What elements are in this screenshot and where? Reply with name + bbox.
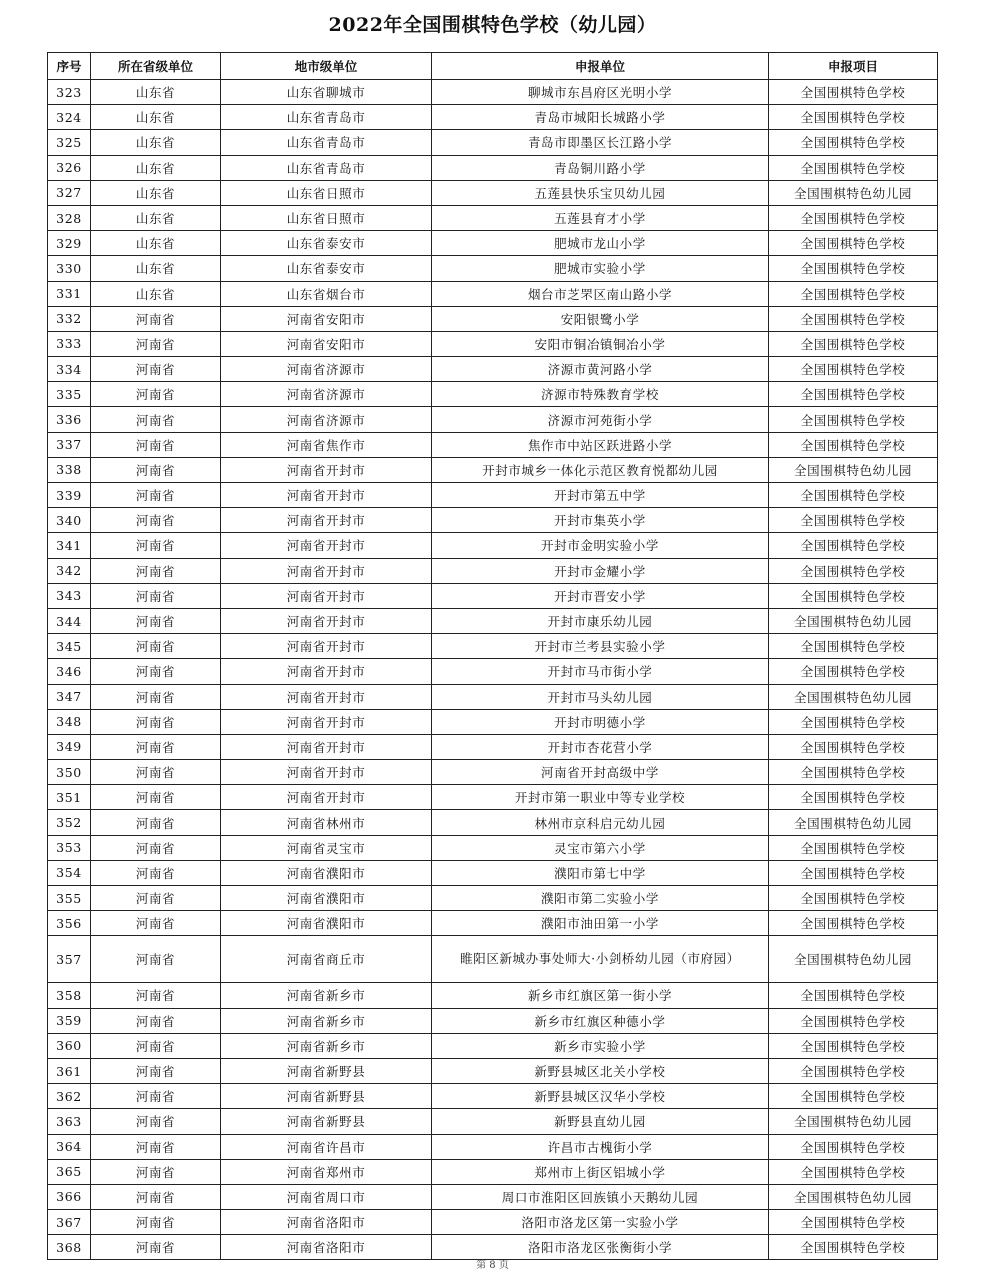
- cell-province: 河南省: [91, 331, 221, 356]
- cell-project: 全国围棋特色学校: [769, 983, 938, 1008]
- cell-city: 河南省灵宝市: [221, 835, 432, 860]
- cell-city: 河南省洛阳市: [221, 1210, 432, 1235]
- table-row: [48, 357, 938, 382]
- table-row: [48, 810, 938, 835]
- table-row: [48, 1159, 938, 1184]
- cell-project: 全国围棋特色学校: [769, 1033, 938, 1058]
- cell-project: 全国围棋特色幼儿园: [769, 457, 938, 482]
- cell-city: 河南省濮阳市: [221, 860, 432, 885]
- cell-province: 山东省: [91, 281, 221, 306]
- cell-project: 全国围棋特色学校: [769, 785, 938, 810]
- cell-city: 河南省济源市: [221, 407, 432, 432]
- cell-city: 河南省商丘市: [221, 936, 432, 983]
- cell-province: 山东省: [91, 231, 221, 256]
- cell-index: 329: [48, 231, 91, 256]
- table-row: [48, 936, 938, 983]
- cell-project: 全国围棋特色学校: [769, 860, 938, 885]
- cell-province: 河南省: [91, 1134, 221, 1159]
- cell-province: 河南省: [91, 508, 221, 533]
- table-row: [48, 130, 938, 155]
- cell-province: 河南省: [91, 860, 221, 885]
- cell-project: 全国围棋特色学校: [769, 508, 938, 533]
- cell-city: 河南省开封市: [221, 785, 432, 810]
- cell-province: 河南省: [91, 684, 221, 709]
- table-row: [48, 684, 938, 709]
- cell-city: 河南省林州市: [221, 810, 432, 835]
- cell-index: 326: [48, 155, 91, 180]
- cell-province: 河南省: [91, 432, 221, 457]
- cell-index: 353: [48, 835, 91, 860]
- cell-project: 全国围棋特色学校: [769, 558, 938, 583]
- cell-province: 河南省: [91, 533, 221, 558]
- cell-province: 河南省: [91, 810, 221, 835]
- cell-index: 356: [48, 911, 91, 936]
- cell-index: 327: [48, 180, 91, 205]
- cell-city: 河南省洛阳市: [221, 1235, 432, 1260]
- cell-city: 河南省新野县: [221, 1109, 432, 1134]
- cell-applicant: 济源市特殊教育学校: [432, 382, 769, 407]
- table-row: [48, 608, 938, 633]
- cell-applicant: 濮阳市第二实验小学: [432, 886, 769, 911]
- cell-applicant: 新乡市实验小学: [432, 1033, 769, 1058]
- cell-index: 366: [48, 1184, 91, 1209]
- table-row: [48, 533, 938, 558]
- cell-applicant: 济源市黄河路小学: [432, 357, 769, 382]
- cell-applicant: 新乡市红旗区第一街小学: [432, 983, 769, 1008]
- cell-project: 全国围棋特色学校: [769, 659, 938, 684]
- table-row: [48, 508, 938, 533]
- table-row: [48, 281, 938, 306]
- cell-city: 河南省开封市: [221, 634, 432, 659]
- cell-applicant: 开封市明德小学: [432, 709, 769, 734]
- cell-index: 337: [48, 432, 91, 457]
- cell-index: 332: [48, 306, 91, 331]
- cell-applicant: 肥城市实验小学: [432, 256, 769, 281]
- cell-applicant: 洛阳市洛龙区张衡街小学: [432, 1235, 769, 1260]
- cell-city: 河南省开封市: [221, 508, 432, 533]
- cell-project: 全国围棋特色幼儿园: [769, 608, 938, 633]
- cell-city: 山东省日照市: [221, 180, 432, 205]
- cell-index: 355: [48, 886, 91, 911]
- cell-applicant: 烟台市芝罘区南山路小学: [432, 281, 769, 306]
- table-row: [48, 760, 938, 785]
- column-header-index: 序号: [48, 53, 91, 80]
- cell-city: 河南省周口市: [221, 1184, 432, 1209]
- cell-province: 河南省: [91, 1235, 221, 1260]
- cell-applicant: 林州市京科启元幼儿园: [432, 810, 769, 835]
- table-row: [48, 1008, 938, 1033]
- cell-index: 334: [48, 357, 91, 382]
- cell-province: 山东省: [91, 80, 221, 105]
- cell-city: 河南省开封市: [221, 760, 432, 785]
- cell-applicant: 五莲县育才小学: [432, 205, 769, 230]
- cell-city: 河南省开封市: [221, 583, 432, 608]
- cell-city: 山东省泰安市: [221, 231, 432, 256]
- cell-applicant: 开封市第五中学: [432, 483, 769, 508]
- cell-index: 352: [48, 810, 91, 835]
- cell-index: 346: [48, 659, 91, 684]
- table-row: [48, 1084, 938, 1109]
- cell-province: 河南省: [91, 983, 221, 1008]
- table-row: [48, 407, 938, 432]
- cell-index: 363: [48, 1109, 91, 1134]
- table-row: [48, 80, 938, 105]
- cell-index: 340: [48, 508, 91, 533]
- cell-province: 河南省: [91, 734, 221, 759]
- cell-index: 339: [48, 483, 91, 508]
- cell-province: 河南省: [91, 483, 221, 508]
- table-row: [48, 583, 938, 608]
- cell-city: 河南省济源市: [221, 357, 432, 382]
- cell-province: 河南省: [91, 583, 221, 608]
- cell-index: 357: [48, 936, 91, 983]
- table-body: [48, 80, 938, 1260]
- cell-index: 360: [48, 1033, 91, 1058]
- cell-index: 364: [48, 1134, 91, 1159]
- cell-project: 全国围棋特色学校: [769, 231, 938, 256]
- cell-province: 山东省: [91, 130, 221, 155]
- table-row: [48, 155, 938, 180]
- cell-province: 河南省: [91, 936, 221, 983]
- cell-index: 365: [48, 1159, 91, 1184]
- cell-province: 河南省: [91, 1008, 221, 1033]
- cell-applicant: 济源市河苑街小学: [432, 407, 769, 432]
- table-row: [48, 709, 938, 734]
- cell-applicant: 聊城市东昌府区光明小学: [432, 80, 769, 105]
- cell-applicant: 河南省开封高级中学: [432, 760, 769, 785]
- cell-province: 河南省: [91, 306, 221, 331]
- cell-applicant: 青岛市即墨区长江路小学: [432, 130, 769, 155]
- cell-project: 全国围棋特色学校: [769, 1159, 938, 1184]
- cell-applicant: 开封市马市街小学: [432, 659, 769, 684]
- table-row: [48, 983, 938, 1008]
- cell-city: 山东省青岛市: [221, 130, 432, 155]
- cell-applicant: 开封市金耀小学: [432, 558, 769, 583]
- cell-province: 河南省: [91, 357, 221, 382]
- cell-applicant: 开封市晋安小学: [432, 583, 769, 608]
- cell-index: 338: [48, 457, 91, 482]
- cell-index: 335: [48, 382, 91, 407]
- table-row: [48, 659, 938, 684]
- cell-applicant: 开封市城乡一体化示范区教育悦都幼儿园: [432, 457, 769, 482]
- table-row: [48, 180, 938, 205]
- cell-province: 山东省: [91, 155, 221, 180]
- cell-city: 河南省焦作市: [221, 432, 432, 457]
- cell-project: 全国围棋特色学校: [769, 105, 938, 130]
- cell-province: 山东省: [91, 180, 221, 205]
- cell-project: 全国围棋特色学校: [769, 1235, 938, 1260]
- cell-index: 349: [48, 734, 91, 759]
- cell-applicant: 新野县城区汉华小学校: [432, 1084, 769, 1109]
- cell-province: 山东省: [91, 205, 221, 230]
- cell-index: 328: [48, 205, 91, 230]
- cell-index: 343: [48, 583, 91, 608]
- cell-index: 358: [48, 983, 91, 1008]
- table-row: [48, 457, 938, 482]
- cell-city: 河南省济源市: [221, 382, 432, 407]
- cell-index: 324: [48, 105, 91, 130]
- table-row: [48, 1033, 938, 1058]
- cell-province: 河南省: [91, 382, 221, 407]
- cell-applicant: 开封市兰考县实验小学: [432, 634, 769, 659]
- table-row: [48, 306, 938, 331]
- cell-province: 河南省: [91, 1084, 221, 1109]
- cell-city: 河南省新乡市: [221, 1008, 432, 1033]
- table-row: [48, 1134, 938, 1159]
- column-header-applicant: 申报单位: [432, 53, 769, 80]
- cell-province: 河南省: [91, 1210, 221, 1235]
- cell-index: 367: [48, 1210, 91, 1235]
- cell-province: 河南省: [91, 1033, 221, 1058]
- table-row: [48, 1109, 938, 1134]
- cell-city: 河南省开封市: [221, 457, 432, 482]
- cell-province: 河南省: [91, 457, 221, 482]
- cell-index: 344: [48, 608, 91, 633]
- table-row: [48, 231, 938, 256]
- table-row: [48, 911, 938, 936]
- column-header-province: 所在省级单位: [91, 53, 221, 80]
- cell-index: 331: [48, 281, 91, 306]
- cell-city: 河南省新乡市: [221, 983, 432, 1008]
- cell-applicant: 濮阳市油田第一小学: [432, 911, 769, 936]
- cell-index: 336: [48, 407, 91, 432]
- table-row: [48, 256, 938, 281]
- cell-city: 山东省泰安市: [221, 256, 432, 281]
- cell-province: 河南省: [91, 911, 221, 936]
- cell-project: 全国围棋特色学校: [769, 80, 938, 105]
- cell-project: 全国围棋特色学校: [769, 911, 938, 936]
- table-row: [48, 105, 938, 130]
- cell-project: 全国围棋特色幼儿园: [769, 810, 938, 835]
- cell-applicant: 青岛铜川路小学: [432, 155, 769, 180]
- cell-city: 河南省安阳市: [221, 331, 432, 356]
- cell-project: 全国围棋特色幼儿园: [769, 1184, 938, 1209]
- cell-project: 全国围棋特色学校: [769, 835, 938, 860]
- cell-province: 河南省: [91, 608, 221, 633]
- cell-index: 325: [48, 130, 91, 155]
- cell-index: 361: [48, 1058, 91, 1083]
- cell-city: 河南省郑州市: [221, 1159, 432, 1184]
- cell-city: 河南省濮阳市: [221, 886, 432, 911]
- cell-city: 山东省日照市: [221, 205, 432, 230]
- table-row: [48, 1210, 938, 1235]
- cell-index: 359: [48, 1008, 91, 1033]
- cell-city: 山东省聊城市: [221, 80, 432, 105]
- cell-city: 河南省开封市: [221, 533, 432, 558]
- cell-index: 333: [48, 331, 91, 356]
- cell-applicant: 濮阳市第七中学: [432, 860, 769, 885]
- cell-project: 全国围棋特色学校: [769, 130, 938, 155]
- cell-applicant: 开封市杏花营小学: [432, 734, 769, 759]
- cell-index: 362: [48, 1084, 91, 1109]
- cell-city: 河南省开封市: [221, 483, 432, 508]
- table-row: [48, 634, 938, 659]
- cell-applicant: 开封市金明实验小学: [432, 533, 769, 558]
- cell-applicant: 郑州市上街区铝城小学: [432, 1159, 769, 1184]
- cell-project: 全国围棋特色学校: [769, 760, 938, 785]
- cell-index: 351: [48, 785, 91, 810]
- cell-applicant: 安阳银鹭小学: [432, 306, 769, 331]
- cell-project: 全国围棋特色学校: [769, 357, 938, 382]
- page-title: 2022年全国围棋特色学校（幼儿园）: [328, 14, 657, 36]
- cell-project: 全国围棋特色学校: [769, 1058, 938, 1083]
- cell-project: 全国围棋特色幼儿园: [769, 684, 938, 709]
- cell-index: 323: [48, 80, 91, 105]
- cell-city: 河南省开封市: [221, 659, 432, 684]
- cell-project: 全国围棋特色学校: [769, 306, 938, 331]
- cell-applicant: 许昌市古槐街小学: [432, 1134, 769, 1159]
- cell-project: 全国围棋特色学校: [769, 709, 938, 734]
- table-row: [48, 785, 938, 810]
- column-header-city: 地市级单位: [221, 53, 432, 80]
- cell-index: 345: [48, 634, 91, 659]
- cell-city: 河南省新野县: [221, 1058, 432, 1083]
- cell-city: 山东省青岛市: [221, 105, 432, 130]
- cell-index: 350: [48, 760, 91, 785]
- cell-project: 全国围棋特色学校: [769, 331, 938, 356]
- cell-project: 全国围棋特色学校: [769, 483, 938, 508]
- cell-province: 河南省: [91, 785, 221, 810]
- cell-index: 330: [48, 256, 91, 281]
- cell-province: 山东省: [91, 105, 221, 130]
- cell-province: 河南省: [91, 1109, 221, 1134]
- cell-city: 河南省开封市: [221, 709, 432, 734]
- cell-applicant: 肥城市龙山小学: [432, 231, 769, 256]
- table-row: [48, 835, 938, 860]
- cell-project: 全国围棋特色学校: [769, 583, 938, 608]
- cell-project: 全国围棋特色幼儿园: [769, 1109, 938, 1134]
- cell-applicant: 新野县城区北关小学校: [432, 1058, 769, 1083]
- cell-applicant: 焦作市中站区跃进路小学: [432, 432, 769, 457]
- cell-applicant: 开封市康乐幼儿园: [432, 608, 769, 633]
- cell-applicant: 新乡市红旗区种德小学: [432, 1008, 769, 1033]
- cell-applicant: 开封市集英小学: [432, 508, 769, 533]
- cell-city: 河南省开封市: [221, 608, 432, 633]
- cell-index: 368: [48, 1235, 91, 1260]
- cell-project: 全国围棋特色学校: [769, 1210, 938, 1235]
- cell-city: 河南省新野县: [221, 1084, 432, 1109]
- cell-applicant: 睢阳区新城办事处师大·小剑桥幼儿园（市府园）: [432, 936, 769, 983]
- cell-project: 全国围棋特色学校: [769, 1084, 938, 1109]
- cell-applicant: 五莲县快乐宝贝幼儿园: [432, 180, 769, 205]
- table-row: [48, 205, 938, 230]
- cell-index: 354: [48, 860, 91, 885]
- cell-applicant: 周口市淮阳区回族镇小天鹅幼儿园: [432, 1184, 769, 1209]
- table-row: [48, 734, 938, 759]
- cell-applicant: 开封市第一职业中等专业学校: [432, 785, 769, 810]
- table-row: [48, 558, 938, 583]
- cell-project: 全国围棋特色学校: [769, 886, 938, 911]
- cell-city: 河南省濮阳市: [221, 911, 432, 936]
- cell-project: 全国围棋特色学校: [769, 407, 938, 432]
- cell-province: 河南省: [91, 407, 221, 432]
- cell-province: 河南省: [91, 558, 221, 583]
- cell-project: 全国围棋特色学校: [769, 1008, 938, 1033]
- cell-province: 山东省: [91, 256, 221, 281]
- cell-province: 河南省: [91, 634, 221, 659]
- cell-province: 河南省: [91, 1058, 221, 1083]
- table-header-row: [48, 53, 938, 80]
- cell-province: 河南省: [91, 659, 221, 684]
- cell-applicant: 灵宝市第六小学: [432, 835, 769, 860]
- cell-city: 河南省新乡市: [221, 1033, 432, 1058]
- cell-applicant: 安阳市铜冶镇铜冶小学: [432, 331, 769, 356]
- page-number: 第 8 页: [476, 1260, 509, 1271]
- cell-applicant: 开封市马头幼儿园: [432, 684, 769, 709]
- table-row: [48, 1184, 938, 1209]
- table-row: [48, 860, 938, 885]
- cell-province: 河南省: [91, 709, 221, 734]
- cell-project: 全国围棋特色学校: [769, 155, 938, 180]
- table-row: [48, 432, 938, 457]
- cell-city: 山东省烟台市: [221, 281, 432, 306]
- cell-project: 全国围棋特色学校: [769, 432, 938, 457]
- cell-city: 山东省青岛市: [221, 155, 432, 180]
- table-row: [48, 331, 938, 356]
- column-header-project: 申报项目: [769, 53, 938, 80]
- cell-applicant: 洛阳市洛龙区第一实验小学: [432, 1210, 769, 1235]
- cell-city: 河南省开封市: [221, 684, 432, 709]
- cell-city: 河南省安阳市: [221, 306, 432, 331]
- cell-index: 348: [48, 709, 91, 734]
- cell-project: 全国围棋特色学校: [769, 734, 938, 759]
- table-row: [48, 382, 938, 407]
- cell-province: 河南省: [91, 1159, 221, 1184]
- cell-province: 河南省: [91, 835, 221, 860]
- cell-city: 河南省开封市: [221, 734, 432, 759]
- cell-index: 347: [48, 684, 91, 709]
- table-row: [48, 1058, 938, 1083]
- table-row: [48, 886, 938, 911]
- cell-project: 全国围棋特色学校: [769, 205, 938, 230]
- cell-applicant: 新野县直幼儿园: [432, 1109, 769, 1134]
- cell-project: 全国围棋特色学校: [769, 1134, 938, 1159]
- cell-province: 河南省: [91, 886, 221, 911]
- cell-project: 全国围棋特色幼儿园: [769, 180, 938, 205]
- cell-applicant: 青岛市城阳长城路小学: [432, 105, 769, 130]
- cell-province: 河南省: [91, 1184, 221, 1209]
- cell-province: 河南省: [91, 760, 221, 785]
- cell-index: 342: [48, 558, 91, 583]
- cell-index: 341: [48, 533, 91, 558]
- cell-project: 全国围棋特色学校: [769, 533, 938, 558]
- cell-city: 河南省开封市: [221, 558, 432, 583]
- cell-project: 全国围棋特色学校: [769, 281, 938, 306]
- cell-project: 全国围棋特色学校: [769, 382, 938, 407]
- cell-project: 全国围棋特色幼儿园: [769, 936, 938, 983]
- table-row: [48, 483, 938, 508]
- cell-project: 全国围棋特色学校: [769, 634, 938, 659]
- cell-city: 河南省许昌市: [221, 1134, 432, 1159]
- schools-table: [47, 52, 938, 1260]
- cell-project: 全国围棋特色学校: [769, 256, 938, 281]
